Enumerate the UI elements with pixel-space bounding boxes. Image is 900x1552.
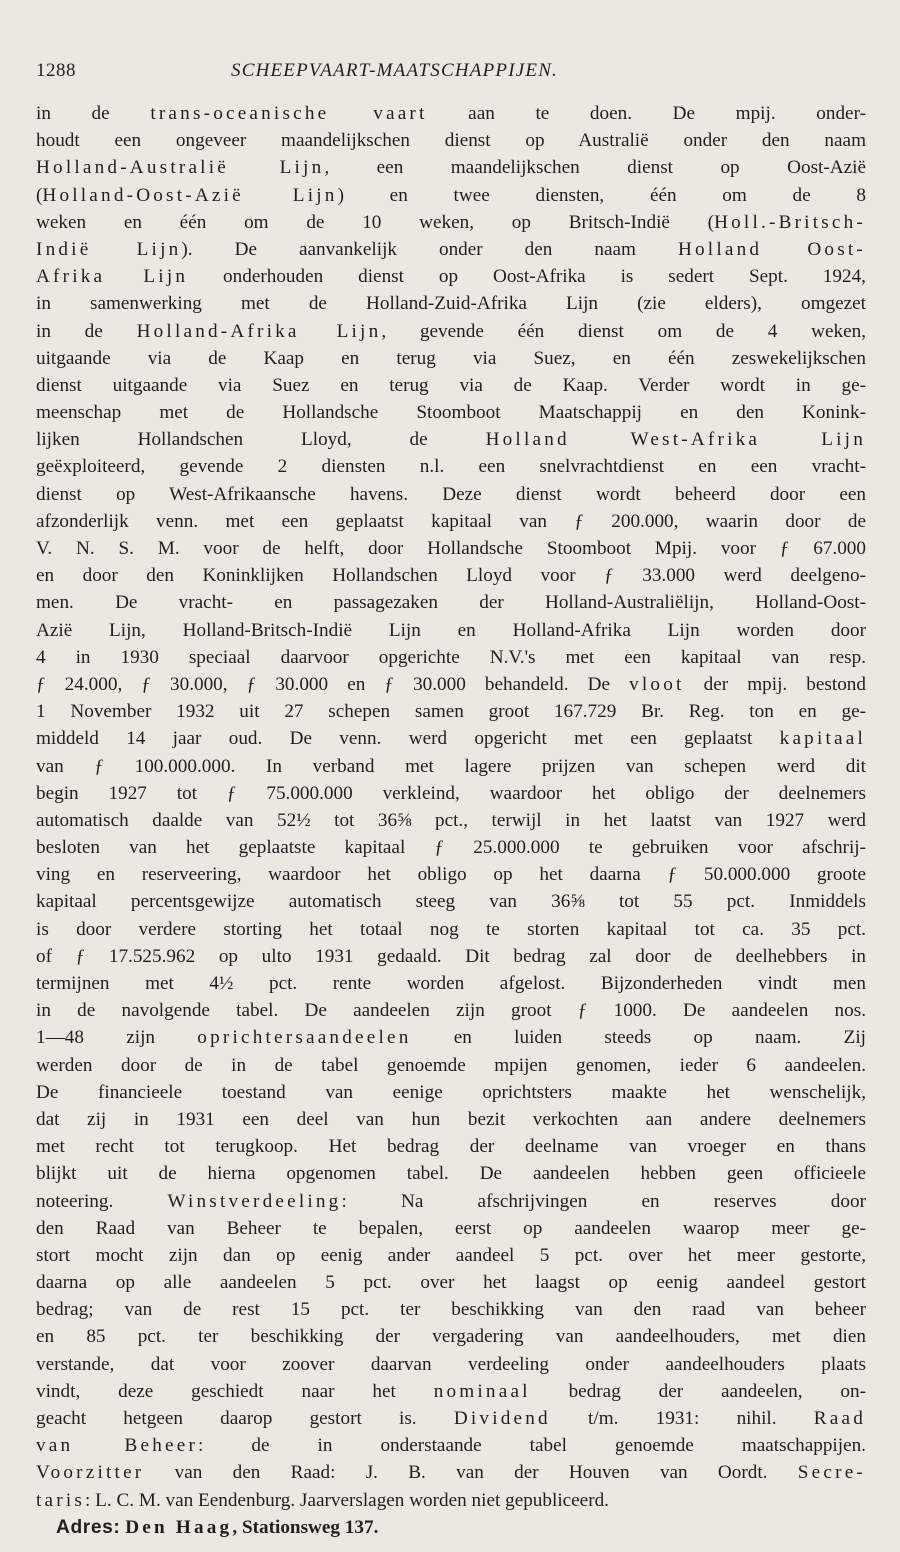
spaced-emphasis-text: Holland Oost- xyxy=(677,238,866,260)
text-line xyxy=(36,1269,866,1296)
text-segment: automatisch daalde van 52½ tot 36⅝ pct., terwijl in het laatst van 1927 werd xyxy=(36,809,866,831)
text-line xyxy=(36,970,866,997)
text-line xyxy=(36,453,866,480)
text-line xyxy=(36,1432,866,1459)
text-line xyxy=(36,807,866,834)
text-line xyxy=(36,780,866,807)
text-line xyxy=(36,725,866,752)
text-segment: dat zij in 1931 een deel van hun bezit verkochten aan andere deelnemers xyxy=(36,1108,866,1130)
text-segment: men. De vracht- en passagezaken der Holland-Australiëlijn, Holland-Oost- xyxy=(36,592,866,614)
text-line xyxy=(36,997,866,1024)
text-segment: van den Raad: J. B. van der Houven van Oordt. xyxy=(144,1462,798,1484)
text-line xyxy=(36,154,866,181)
text-segment: De financieele toestand van eenige oprichtsters maakte het wenschelijk, xyxy=(36,1081,866,1103)
text-segment: den Raad van Beheer te bepalen, eerst op aandeelen waarop meer ge- xyxy=(36,1217,866,1239)
text-line xyxy=(36,644,866,671)
text-line xyxy=(36,1160,866,1187)
text-line xyxy=(36,753,866,780)
text-segment: aan te doen. De mpij. onder- xyxy=(427,103,866,124)
text-segment: verstande, dat voor zoover daarvan verdeeling onder aandeelhouders plaats xyxy=(36,1353,866,1375)
spaced-emphasis-text: Holland-Afrika Lijn xyxy=(136,320,382,342)
text-segment: der mpij. bestond xyxy=(684,673,866,695)
address-city: Den Haag xyxy=(125,1516,233,1538)
page-header xyxy=(36,60,864,86)
text-line xyxy=(36,589,866,616)
text-segment: noteering. xyxy=(36,1190,168,1212)
text-line xyxy=(36,345,866,372)
text-line xyxy=(36,698,866,725)
text-segment: begin 1927 tot ƒ 75.000.000 verkleind, waardoor het obligo der deelnemers xyxy=(36,782,866,804)
spaced-emphasis-text: nominaal xyxy=(433,1380,531,1402)
spaced-emphasis-text: oprichtersaandeelen xyxy=(197,1027,412,1049)
text-segment: in de xyxy=(36,103,151,124)
text-segment: lijken Hollandschen Lloyd, de xyxy=(36,429,486,451)
text-segment: ( xyxy=(36,184,43,206)
text-segment: met recht tot terugkoop. Het bedrag der deelname van vroeger en thans xyxy=(36,1136,866,1158)
text-line xyxy=(36,1188,866,1215)
text-segment: stort mocht zijn dan op eenig ander aandeel 5 pct. over het meer gestorte, xyxy=(36,1244,866,1266)
text-segment: in de xyxy=(36,320,137,342)
text-segment: vindt, deze geschiedt naar het xyxy=(36,1380,434,1402)
text-segment: ) en twee diensten, één om de 8 xyxy=(337,184,866,206)
text-line xyxy=(36,372,866,399)
spaced-emphasis-text: Indië Lijn xyxy=(36,238,182,260)
text-line xyxy=(36,1296,866,1323)
text-segment: geacht hetgeen daarop gestort is. xyxy=(36,1408,454,1429)
text-line xyxy=(36,1405,866,1432)
text-segment: geëxploiteerd, gevende 2 diensten n.l. een snelvrachtdienst en een vracht- xyxy=(36,456,866,478)
address-line xyxy=(36,1514,866,1541)
text-line xyxy=(36,916,866,943)
text-segment: ). De aanvankelijk onder den naam xyxy=(181,238,678,260)
spaced-emphasis-text: Holland West-Afrika Lijn xyxy=(485,429,866,451)
text-segment: onderhouden dienst op Oost-Afrika is sedert Sept. 1924, xyxy=(188,266,866,288)
text-segment: daarna op alle aandeelen 5 pct. over het laagst op eenig aandeel gestort xyxy=(36,1272,866,1294)
text-segment: en luiden steeds op naam. Zij xyxy=(411,1027,866,1049)
text-segment: : L. C. M. van Eendenburg. Jaarverslagen worden niet gepubliceerd. xyxy=(85,1489,609,1511)
text-segment: , een maandelijkschen dienst op Oost-Azië xyxy=(324,157,866,179)
spaced-emphasis-text: kapitaal xyxy=(779,728,866,750)
text-segment: weken en één om de 10 weken, op Britsch-Indië ( xyxy=(36,211,715,233)
text-segment: t/m. 1931: nihil. xyxy=(550,1408,814,1429)
text-segment: houdt een ongeveer maandelijkschen dienst op Australië onder den naam xyxy=(36,130,866,152)
spaced-emphasis-text: Holl.-Britsch- xyxy=(714,211,866,233)
text-line xyxy=(36,481,866,508)
text-line xyxy=(36,1052,866,1079)
text-segment: werden door de in de tabel genoemde mpijen genomen, ieder 6 aandeelen. xyxy=(36,1054,866,1076)
text-line xyxy=(36,209,866,236)
spaced-emphasis-text: Winstverdeeling xyxy=(167,1190,342,1212)
text-segment: blijkt uit de hierna opgenomen tabel. De aandeelen hebben geen officieele xyxy=(36,1163,866,1185)
text-segment: termijnen met 4½ pct. rente worden afgelost. Bijzonderheden vindt men xyxy=(36,973,866,994)
text-line xyxy=(36,1459,866,1486)
text-line xyxy=(36,1351,866,1378)
text-segment: kapitaal percentsgewijze automatisch steeg van 36⅝ tot 55 pct. Inmiddels xyxy=(36,891,866,913)
text-segment: en door den Koninklijken Hollandschen Lloyd voor ƒ 33.000 werd deelgeno- xyxy=(36,565,866,587)
text-line xyxy=(36,1133,866,1160)
text-line xyxy=(36,1323,866,1350)
text-line xyxy=(36,617,866,644)
text-line xyxy=(36,1378,866,1405)
text-segment: 4 in 1930 speciaal daarvoor opgerichte N.V.'s met een kapitaal van resp. xyxy=(36,646,866,668)
text-line xyxy=(36,290,866,317)
spaced-emphasis-text: van Beheer xyxy=(36,1435,199,1457)
spaced-emphasis-text: Dividend xyxy=(453,1408,551,1429)
text-line xyxy=(36,426,866,453)
text-segment: of ƒ 17.525.962 op ulto 1931 gedaald. Dit bedrag zal door de deelhebbers in xyxy=(36,945,866,967)
text-segment: is door verdere storting het totaal nog te storten kapitaal tot ca. 35 pct. xyxy=(36,918,866,940)
text-line xyxy=(36,1487,866,1514)
text-segment: 1 November 1932 uit 27 schepen samen groot 167.729 Br. Reg. ton en ge- xyxy=(36,701,866,723)
spaced-emphasis-text: Voorzitter xyxy=(36,1462,145,1484)
text-segment: 1—48 zijn xyxy=(36,1027,198,1049)
text-line xyxy=(36,236,866,263)
spaced-emphasis-text: trans-oceanische vaart xyxy=(150,103,428,124)
spaced-emphasis-text: taris xyxy=(36,1489,86,1511)
text-line xyxy=(36,671,866,698)
address-label: Adres: xyxy=(56,1516,121,1538)
text-line xyxy=(36,100,866,127)
text-segment: dienst uitgaande via Suez en terug via de Kaap. Verder wordt in ge- xyxy=(36,374,866,396)
text-segment: afzonderlijk venn. met een geplaatst kapitaal van ƒ 200.000, waarin door de xyxy=(36,510,866,532)
text-line xyxy=(36,888,866,915)
text-segment: in de navolgende tabel. De aandeelen zijn groot ƒ 1000. De aandeelen nos. xyxy=(36,1000,866,1022)
text-segment: Azië Lijn, Holland-Britsch-Indië Lijn en Holland-Afrika Lijn worden door xyxy=(36,619,866,641)
text-line xyxy=(36,1242,866,1269)
body-text xyxy=(36,100,866,1541)
text-line xyxy=(36,535,866,562)
text-segment: ƒ 24.000, ƒ 30.000, ƒ 30.000 en ƒ 30.000 behandeld. De xyxy=(36,673,630,695)
text-segment: : de in onderstaande tabel genoemde maatschappijen. xyxy=(198,1435,866,1457)
text-line xyxy=(36,943,866,970)
text-line xyxy=(36,399,866,426)
spaced-emphasis-text: Holland-Oost-Azië Lijn xyxy=(42,184,338,206)
text-line xyxy=(36,318,866,345)
text-line xyxy=(36,1106,866,1133)
text-segment: besloten van het geplaatste kapitaal ƒ 25.000.000 te gebruiken voor afschrij- xyxy=(36,837,866,859)
text-segment: dienst op West-Afrikaansche havens. Deze dienst wordt beheerd door een xyxy=(36,483,866,505)
text-line xyxy=(36,1024,866,1051)
text-segment: , gevende één dienst om de 4 weken, xyxy=(381,320,866,342)
text-segment: : Na afschrijvingen en reserves door xyxy=(341,1190,866,1212)
spaced-emphasis-text: Raad xyxy=(813,1408,866,1429)
spaced-emphasis-text: Holland-Australië Lijn xyxy=(36,157,325,179)
page-number: 1288 xyxy=(36,60,76,81)
text-line xyxy=(36,834,866,861)
text-line xyxy=(36,1079,866,1106)
text-segment: ving en reserveering, waardoor het obligo op het daarna ƒ 50.000.000 groote xyxy=(36,864,866,886)
text-segment: en 85 pct. ter beschikking der vergadering van aandeelhouders, met dien xyxy=(36,1326,866,1348)
spaced-emphasis-text: Secre- xyxy=(797,1462,866,1484)
running-title: SCHEEPVAART-MAATSCHAPPIJEN. xyxy=(231,60,559,81)
spaced-emphasis-text: Afrika Lijn xyxy=(36,266,189,288)
text-line xyxy=(36,1215,866,1242)
address-street: , Stationsweg 137. xyxy=(232,1516,379,1538)
text-segment: bedrag; van de rest 15 pct. ter beschikking van den raad van beheer xyxy=(36,1299,866,1321)
text-segment: middeld 14 jaar oud. De venn. werd opgericht met een geplaatst xyxy=(36,728,780,750)
spaced-emphasis-text: vloot xyxy=(629,673,685,695)
text-line xyxy=(36,861,866,888)
text-segment: meenschap met de Hollandsche Stoomboot Maatschappij en den Konink- xyxy=(36,402,866,424)
text-segment: uitgaande via de Kaap en terug via Suez, en één zeswekelijkschen xyxy=(36,347,866,369)
text-segment: V. N. S. M. voor de helft, door Hollandsche Stoomboot Mpij. voor ƒ 67.000 xyxy=(36,538,866,559)
text-segment: in samenwerking met de Holland-Zuid-Afrika Lijn (zie elders), omgezet xyxy=(36,293,866,315)
text-line xyxy=(36,127,866,154)
text-line xyxy=(36,263,866,290)
text-line xyxy=(36,508,866,535)
text-segment: van ƒ 100.000.000. In verband met lagere prijzen van schepen werd dit xyxy=(36,755,866,777)
text-line xyxy=(36,562,866,589)
text-line xyxy=(36,182,866,209)
text-segment: bedrag der aandeelen, on- xyxy=(530,1380,866,1402)
